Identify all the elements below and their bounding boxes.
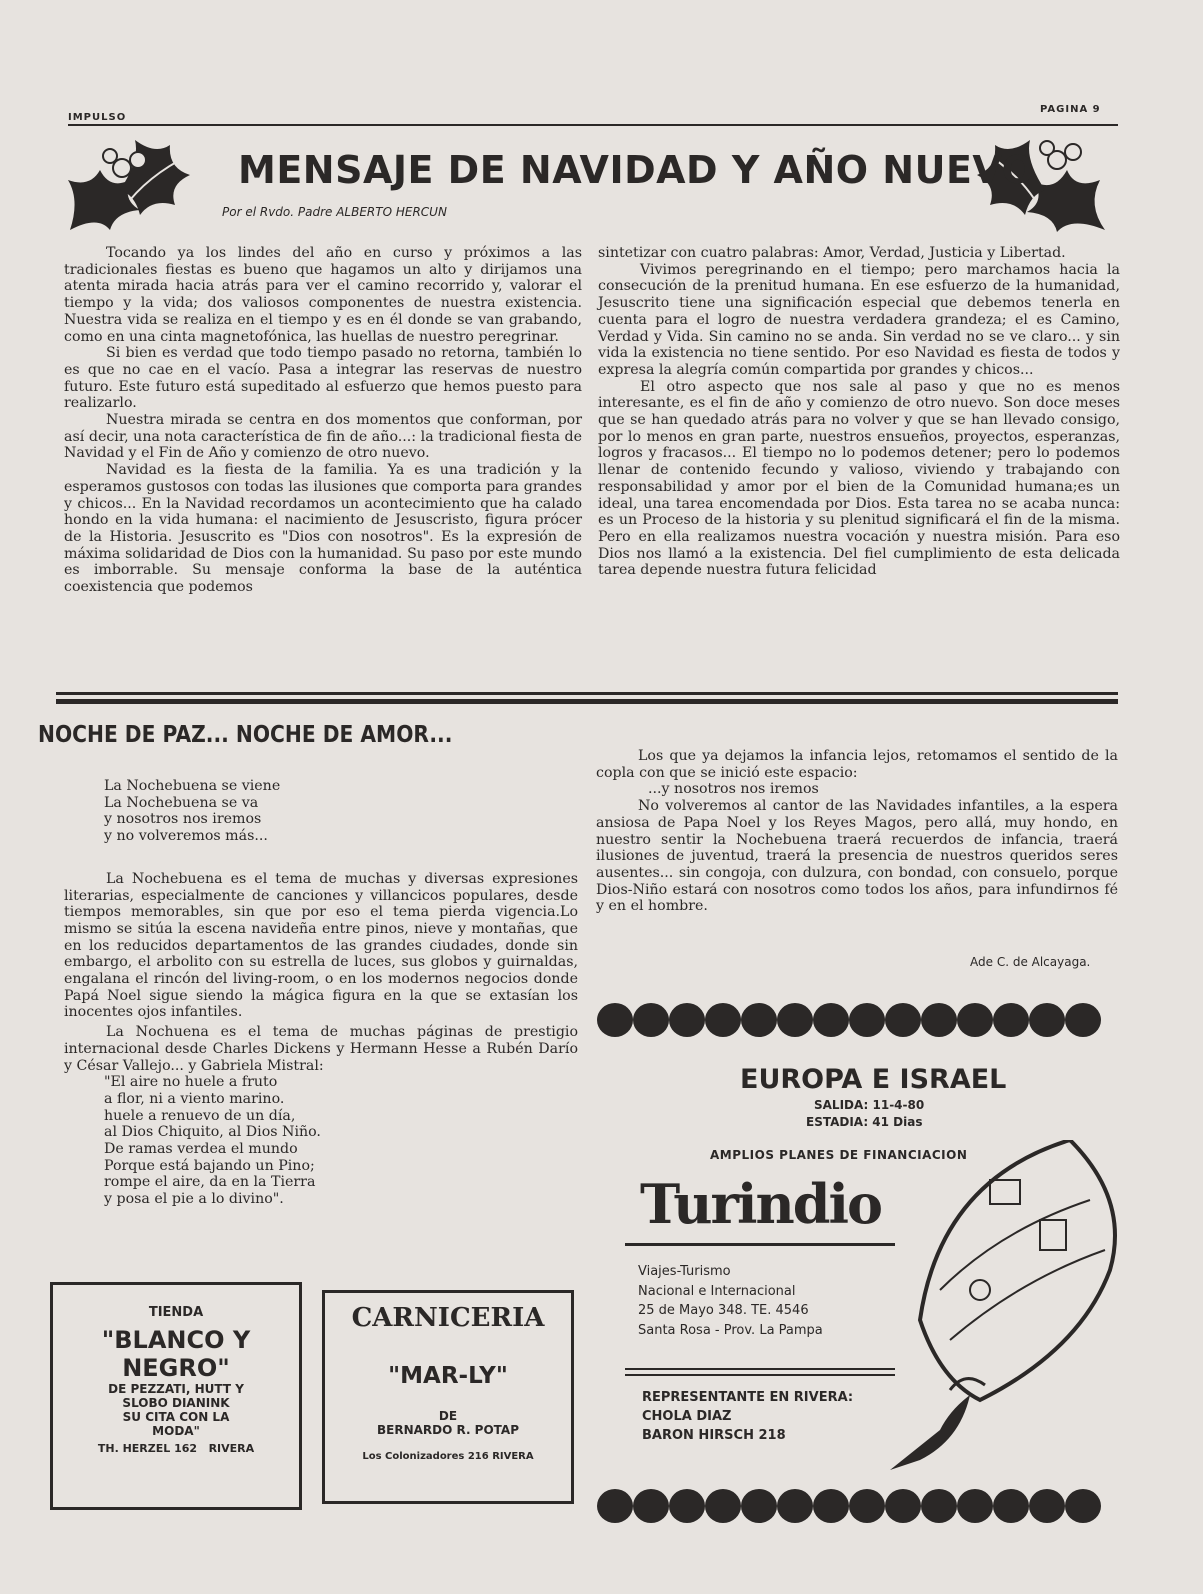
ad-rule bbox=[625, 1368, 895, 1370]
info-line: Viajes-Turismo bbox=[638, 1264, 731, 1279]
paragraph: sintetizar con cuatro palabras: Amor, Verdad, Justicia y Libertad. bbox=[598, 245, 1066, 261]
ad-destination: EUROPA E ISRAEL bbox=[740, 1064, 1007, 1095]
ad-line: MODA" bbox=[152, 1424, 200, 1438]
paragraph: Los que ya dejamos la infancia lejos, retomamos el sentido de la copla con que se inició este espacio: bbox=[596, 748, 1118, 781]
turindio-logo: Turindio bbox=[640, 1172, 882, 1236]
ad-rule bbox=[625, 1374, 895, 1376]
section-rule-top bbox=[56, 692, 1118, 695]
article1-left-column bbox=[64, 245, 582, 596]
article2-right-column bbox=[596, 748, 1118, 915]
ad-carniceria-marly bbox=[322, 1290, 574, 1504]
poem-line: "El aire no huele a fruto bbox=[104, 1074, 278, 1091]
rep-line: REPRESENTANTE EN RIVERA: bbox=[642, 1390, 854, 1405]
rep-line: BARON HIRSCH 218 bbox=[642, 1428, 786, 1443]
ad-line: DE bbox=[438, 1409, 458, 1423]
ad-stay: ESTADIA: 41 Dias bbox=[806, 1115, 923, 1129]
ad-line: BERNARDO R. POTAP bbox=[376, 1423, 520, 1437]
section-rule-bottom bbox=[56, 699, 1118, 704]
paragraph: Navidad es la fiesta de la familia. Ya es una tradición y la esperamos gustosos con todas las ilusiones que comporta para grandes y chicos... En la Navidad recordamos un acontecimiento que ha calado hondo en la vida humana: el nacimiento de Jesuscristo, figura prócer de la Historia. Jesuscrito es "Dios con nosotros". Es la expresión de máxima solidaridad de Dios con la humanidad. Su paso por este mundo es imborrable. Su mensaje conforma la base de la auténtica coexistencia que podemos bbox=[64, 462, 582, 596]
rivera-representative bbox=[642, 1388, 853, 1445]
dot-border-top bbox=[595, 1000, 1115, 1040]
info-line: Nacional e Internacional bbox=[638, 1283, 796, 1299]
ad-address: TH. HERZEL 162 bbox=[97, 1442, 198, 1455]
holly-left-icon bbox=[60, 130, 210, 240]
ad-headline: "MAR-LY" bbox=[388, 1363, 508, 1389]
header-rule bbox=[68, 124, 1118, 126]
signature: Ade C. de Alcayaga. bbox=[970, 955, 1091, 969]
article-byline: Por el Rvdo. Padre ALBERTO HERCUN bbox=[222, 205, 447, 219]
paragraph: La Nochuena es el tema de muchas páginas de prestigio internacional desde Charles Dickens y Hermann Hesse a Rubén Darío y César Vallejo... y Gabriela Mistral: bbox=[64, 1024, 578, 1074]
paragraph: Si bien es verdad que todo tiempo pasado no retorna, también lo es que no cae en el vacío. Pasa a integrar las reservas de nuestro futuro. Este futuro está supeditado al esfuerzo que hemos puesto para realizarlo. bbox=[64, 345, 582, 412]
article1-right-column bbox=[598, 245, 1120, 579]
ad-line: DE PEZZATI, HUTT Y bbox=[108, 1382, 244, 1396]
ad-city: RIVERA bbox=[208, 1442, 255, 1455]
ad-line: SU CITA CON LA bbox=[122, 1410, 230, 1424]
poem-line: La Nochebuena se viene bbox=[104, 778, 281, 794]
poem-line: La Nochebuena se va bbox=[104, 794, 259, 811]
ad-departure: SALIDA: 11-4-80 bbox=[814, 1098, 925, 1112]
page-number: PAGINA 9 bbox=[1040, 104, 1101, 115]
paragraph: Nuestra mirada se centra en dos momentos que conforman, por así decir, una nota característica de fin de año...: la tradicional fiesta de Navidad y el Fin de Año y comienzo de otro nuevo. bbox=[64, 412, 582, 462]
mistral-poem bbox=[104, 1074, 578, 1208]
paragraph: Vivimos peregrinando en el tiempo; pero marchamos hacia la consecución de la prenitud humana. En ese esfuerzo de la humanidad, Jesuscrito tiene una significación especial que debemos tenerla en cuenta para el logro de nuestra verdadera grandeza; el es Camino, Verdad y Vida. Sin camino no se anda. Sin verdad no se ve claro... y sin vida la existencia no tiene sentido. Por eso Navidad es fiesta de todos y expresa la alegría común compartida por grandes y chicos... bbox=[598, 261, 1120, 378]
poem-line: al Dios Chiquito, al Dios Niño. bbox=[104, 1124, 321, 1141]
dot-border-bottom bbox=[595, 1486, 1115, 1526]
poem-line: y nosotros nos iremos bbox=[104, 811, 262, 828]
ad-tienda-blanco-negro bbox=[50, 1282, 302, 1510]
ad-headline: CARNICERIA bbox=[351, 1303, 545, 1333]
poem-line: huele a renuevo de un día, bbox=[104, 1107, 296, 1124]
ad-line: Los Colonizadores 216 RIVERA bbox=[362, 1451, 534, 1462]
agency-info bbox=[638, 1262, 823, 1340]
section-title: NOCHE DE PAZ... NOCHE DE AMOR... bbox=[38, 722, 453, 748]
paragraph: No volveremos al cantor de las Navidades infantiles, a la espera ansiosa de Papa Noel y los Reyes Magos, pero allá, muy hondo, en nuestro sentir la Nochebuena traerá recuerdos de infancia, traerá ilusiones de juventud, traerá la presencia de nuestros queridos seres ausentes... sin congoja, con dulzura, con bondad, con consuelo, porque Dios-Niño estará con nosotros como todos los años, para infundirnos fé y en el hombre. bbox=[596, 798, 1118, 915]
poem-line: De ramas verdea el mundo bbox=[104, 1141, 298, 1158]
quote-line: ...y nosotros nos iremos bbox=[648, 781, 819, 798]
ad-line: SLOBO DIANINK bbox=[122, 1396, 230, 1410]
globe-lamp-illustration-icon bbox=[880, 1140, 1130, 1470]
rep-line: CHOLA DIAZ bbox=[642, 1409, 732, 1424]
poem-line: y posa el pie a lo divino". bbox=[104, 1191, 284, 1208]
poem-line: Porque está bajando un Pino; bbox=[104, 1157, 315, 1174]
poem-line: y no volveremos más... bbox=[104, 828, 268, 845]
publication-name: IMPULSO bbox=[68, 112, 127, 123]
ad-headline: "BLANCO Y bbox=[101, 1326, 251, 1354]
ad-headline: NEGRO" bbox=[122, 1354, 230, 1382]
article-title: MENSAJE DE NAVIDAD Y AÑO NUEVO bbox=[238, 148, 1035, 192]
ad-financing: AMPLIOS PLANES DE FINANCIACION bbox=[710, 1148, 968, 1162]
ad-line: TIENDA bbox=[148, 1305, 204, 1320]
info-line: 25 de Mayo 348. TE. 4546 bbox=[638, 1303, 809, 1318]
paragraph: La Nochebuena es el tema de muchas y diversas expresiones literarias, especialmente de canciones y villancicos populares, desde tiempos memorables, sin que por eso el tema pierda vigencia.Lo mismo se sitúa la escena navideña entre pinos, nieve y montañas, que en los reducidos departamentos de las grandes ciudades, donde sin embargo, el arbolito con su estrella de luces, sus globos y guirnaldas, engalana el rincón del living-room, o en los modernos negocios donde Papá Noel sigue siendo la mágica figura en la que se extasían los inocentes ojos infantiles. bbox=[64, 870, 578, 1021]
logo-underline bbox=[625, 1243, 895, 1246]
poem-line: rompe el aire, da en la Tierra bbox=[104, 1174, 316, 1191]
paragraph: El otro aspecto que nos sale al paso y que no es menos interesante, es el fin de año y comienzo de otro nuevo. Son doce meses que se han quedado atrás para no volver y que se han llevado consigo, por lo menos en gran parte, nuestros ensueños, proyectos, esperanzas, logros y fracasos... El tiempo no lo podemos detener; pero lo podemos llenar de contenido fecundo y valioso, viviendo y trabajando con responsabilidad y amor por el bien de la Comunidad humana;es un ideal, una tarea encomendada por Dios. Esta tarea no se acaba nunca: es un Proceso de la historia y su plenitud significará el fin de la misma. Pero en ella realizamos nuestra vocación y nuestra misión. Para eso Dios nos llamó a la existencia. Del fiel cumplimiento de esta delicada tarea depende nuestra futura felicidad bbox=[598, 378, 1120, 579]
article2-left-column bbox=[64, 778, 578, 1208]
paragraph: Tocando ya los lindes del año en curso y próximos a las tradicionales fiestas es bueno que hagamos un alto y dirijamos una atenta mirada hacia atrás para ver el camino recorrido y, valorar el tiempo y la vida; dos valiosos componentes de nuestra existencia. Nuestra vida se realiza en el tiempo y es en él donde se van grabando, como en una cinta magnetofónica, las huellas de nuestro peregrinar. bbox=[64, 245, 582, 345]
info-line: Santa Rosa - Prov. La Pampa bbox=[638, 1322, 823, 1338]
poem-excerpt bbox=[104, 778, 578, 845]
poem-line: a flor, ni a viento marino. bbox=[104, 1090, 285, 1107]
